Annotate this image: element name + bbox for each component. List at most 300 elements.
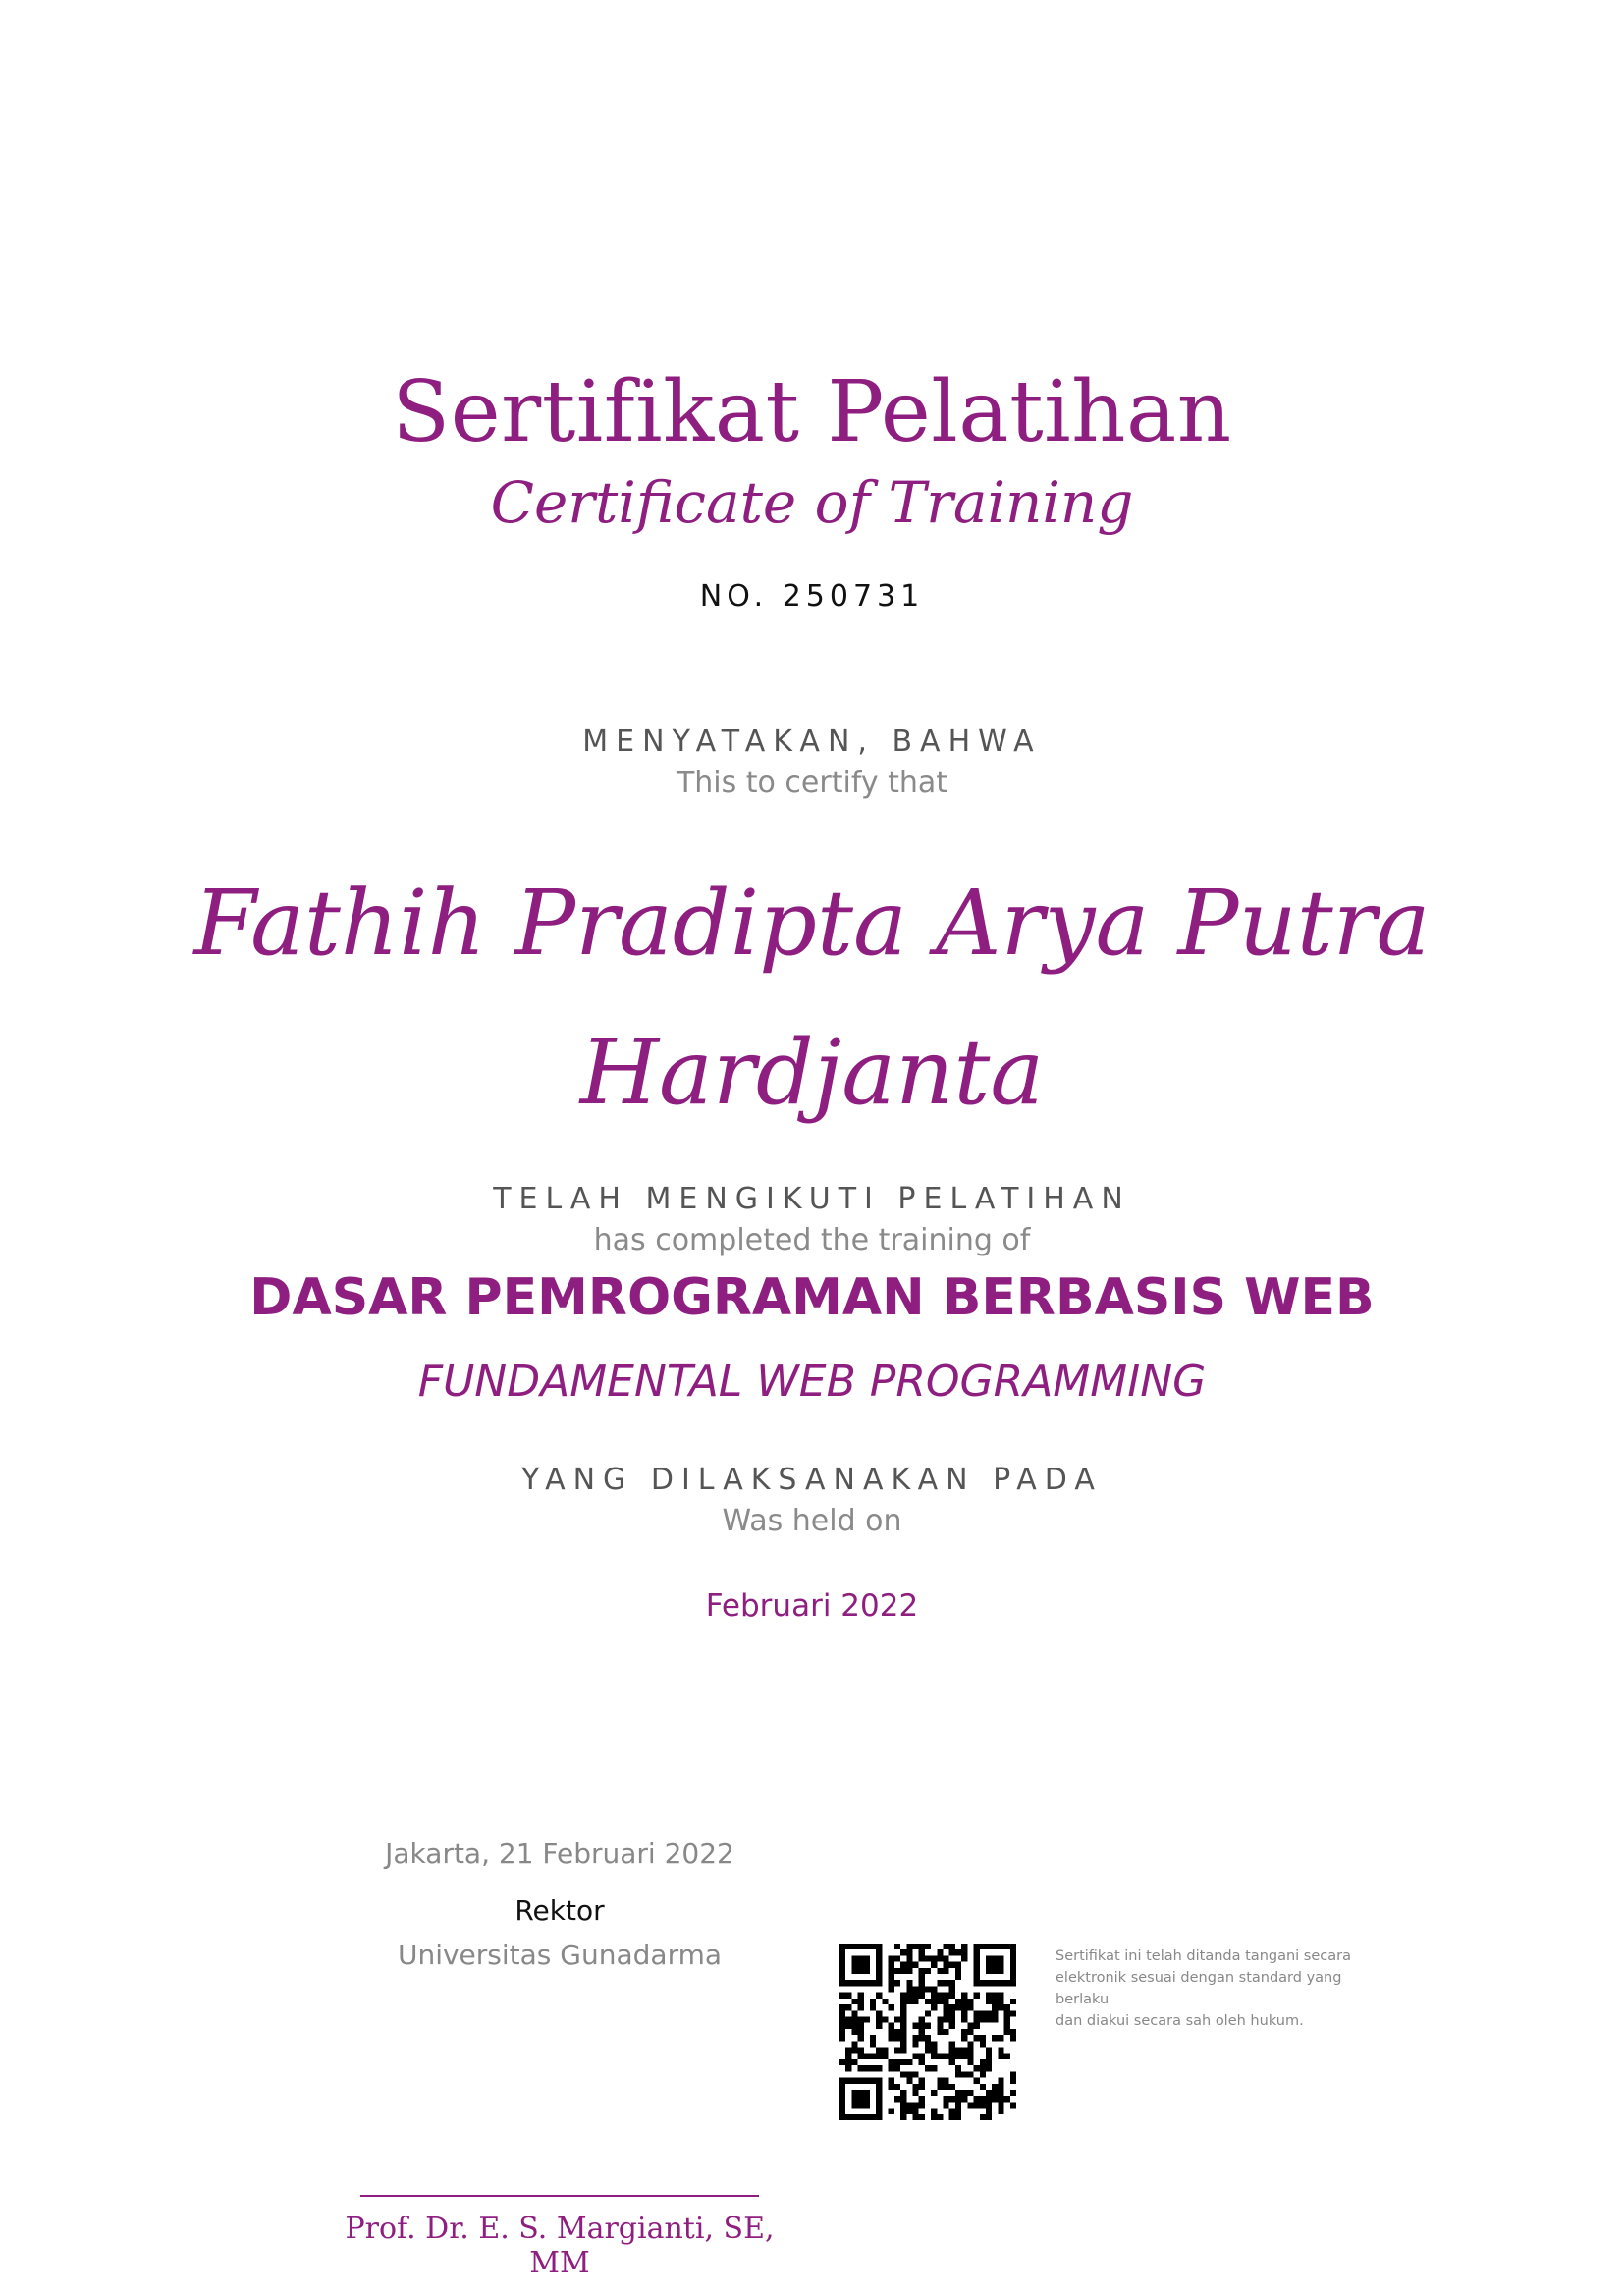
qr-module — [900, 1968, 906, 1974]
qr-module — [894, 2065, 900, 2071]
qr-module — [949, 2041, 955, 2047]
qr-module — [906, 1955, 912, 1961]
qr-module — [980, 2084, 986, 2090]
qr-module — [992, 1993, 998, 1999]
qr-module — [845, 2065, 851, 2071]
qr-module — [839, 2059, 845, 2065]
qr-module — [955, 2004, 961, 2010]
qr-module — [931, 1993, 937, 1999]
qr-module — [900, 2048, 906, 2054]
qr-module — [944, 2029, 949, 2035]
qr-module — [1010, 1944, 1016, 1949]
qr-module — [949, 2109, 955, 2114]
qr-module — [974, 1955, 980, 1961]
qr-module — [870, 1999, 876, 2004]
qr-module — [998, 1962, 1003, 1968]
qr-module — [980, 2041, 986, 2047]
qr-module — [845, 2016, 851, 2022]
qr-module — [931, 2109, 937, 2114]
qr-module — [955, 2054, 961, 2059]
qr-module — [949, 2084, 955, 2090]
qr-module — [870, 2041, 876, 2047]
qr-module — [1010, 1974, 1016, 1980]
qr-module — [967, 2054, 973, 2059]
qr-module — [858, 2096, 864, 2102]
qr-module — [894, 1955, 900, 1961]
qr-module — [864, 1980, 870, 1986]
qr-module — [851, 2048, 857, 2054]
qr-module — [1004, 2096, 1010, 2102]
qr-module — [967, 2048, 973, 2054]
qr-module — [1004, 2004, 1010, 2010]
qr-module — [967, 2023, 973, 2029]
qr-module — [912, 2071, 918, 2077]
qr-module — [876, 1944, 882, 1949]
qr-module — [974, 1944, 980, 1949]
qr-module — [839, 1980, 845, 1986]
qr-module — [992, 2004, 998, 2010]
qr-module — [937, 1949, 943, 1955]
qr-module — [986, 2054, 992, 2059]
qr-module — [906, 1980, 912, 1986]
qr-module — [1004, 2016, 1010, 2022]
qr-module — [900, 2071, 906, 2077]
qr-module — [894, 1968, 900, 1974]
qr-module — [889, 2023, 894, 2029]
qr-module — [998, 1999, 1003, 2004]
qr-module — [912, 2041, 918, 2047]
qr-module — [955, 2048, 961, 2054]
qr-module — [858, 2004, 864, 2010]
qr-module — [1004, 2023, 1010, 2029]
certificate-title: Sertifikat Pelatihan — [392, 363, 1232, 461]
qr-module — [992, 1968, 998, 1974]
qr-module — [998, 2102, 1003, 2108]
qr-module — [961, 2035, 967, 2041]
qr-module — [937, 1968, 943, 1974]
qr-module — [961, 1944, 967, 1949]
qr-module — [1010, 2035, 1016, 2041]
qr-module — [876, 2102, 882, 2108]
qr-module — [839, 2029, 845, 2035]
qr-module — [937, 1993, 943, 1999]
qr-module — [906, 2102, 912, 2108]
qr-module — [876, 2090, 882, 2096]
qr-module — [980, 1944, 986, 1949]
qr-module — [967, 2004, 973, 2010]
verification-note-line: berlaku — [1056, 1992, 1110, 2007]
qr-module — [870, 2078, 876, 2084]
qr-module — [851, 2029, 857, 2035]
qr-module — [986, 2048, 992, 2054]
qr-module — [870, 1944, 876, 1949]
completed-label-en: has completed the training of — [593, 1223, 1031, 1257]
qr-module — [955, 1999, 961, 2004]
qr-module — [876, 2010, 882, 2016]
qr-module — [900, 1999, 906, 2004]
qr-module — [912, 2102, 918, 2108]
qr-module — [998, 2078, 1003, 2084]
qr-module — [864, 1955, 870, 1961]
qr-module — [912, 1944, 918, 1949]
qr-module — [851, 2010, 857, 2016]
qr-module — [967, 2071, 973, 2077]
qr-module — [906, 1993, 912, 1999]
qr-module — [870, 2054, 876, 2059]
signer-role: Rektor — [514, 1895, 605, 1927]
qr-module — [931, 1999, 937, 2004]
qr-module — [889, 2084, 894, 2090]
qr-module — [839, 2035, 845, 2041]
qr-module — [858, 2029, 864, 2035]
qr-module — [937, 2078, 943, 2084]
qr-module — [919, 1949, 925, 1955]
qr-module — [925, 2010, 931, 2016]
qr-module — [876, 1955, 882, 1961]
qr-module — [851, 1968, 857, 1974]
qr-module — [980, 2102, 986, 2108]
qr-module — [1010, 1980, 1016, 1986]
qr-module — [949, 2048, 955, 2054]
qr-module — [974, 1974, 980, 1980]
qr-module — [992, 2096, 998, 2102]
qr-module — [851, 2090, 857, 2096]
qr-module — [858, 2114, 864, 2120]
qr-module — [974, 1980, 980, 1986]
qr-module — [967, 2090, 973, 2096]
qr-module — [889, 1986, 894, 1992]
qr-module — [961, 1949, 967, 1955]
qr-module — [906, 1949, 912, 1955]
qr-module — [949, 1980, 955, 1986]
qr-module — [955, 2090, 961, 2096]
qr-module — [980, 2114, 986, 2120]
qr-module — [949, 2054, 955, 2059]
qr-module — [1010, 1962, 1016, 1968]
qr-module — [870, 2004, 876, 2010]
qr-module — [858, 2048, 864, 2054]
qr-module — [839, 2023, 845, 2029]
qr-module — [986, 1962, 992, 1968]
qr-module — [864, 2054, 870, 2059]
qr-module — [845, 2054, 851, 2059]
qr-module — [858, 2090, 864, 2096]
qr-module — [900, 2041, 906, 2047]
qr-module — [925, 2041, 931, 2047]
training-title: DASAR PEMROGRAMAN BERBASIS WEB — [249, 1268, 1375, 1327]
qr-module — [858, 1993, 864, 1999]
qr-module — [919, 1974, 925, 1980]
qr-module — [870, 2065, 876, 2071]
signature-line — [360, 2195, 759, 2197]
qr-module — [986, 2059, 992, 2065]
qr-module — [992, 2090, 998, 2096]
qr-module — [937, 2054, 943, 2059]
qr-module — [906, 1986, 912, 1992]
qr-module — [858, 1944, 864, 1949]
qr-module — [1004, 1980, 1010, 1986]
qr-module — [961, 1993, 967, 1999]
qr-module — [876, 1962, 882, 1968]
qr-module — [980, 2035, 986, 2041]
qr-module — [1004, 1944, 1010, 1949]
qr-module — [961, 2096, 967, 2102]
verification-note-line: Sertifikat ini telah ditanda tangani secara — [1056, 1949, 1351, 1964]
qr-module — [931, 2041, 937, 2047]
qr-module — [876, 2109, 882, 2114]
qr-module — [986, 1968, 992, 1974]
qr-module — [912, 2023, 918, 2029]
qr-module — [986, 2010, 992, 2016]
qr-module — [864, 2065, 870, 2071]
qr-module — [998, 1968, 1003, 1974]
qr-module — [944, 1944, 949, 1949]
qr-module — [912, 2109, 918, 2114]
qr-module — [955, 2114, 961, 2120]
held-date: Februari 2022 — [705, 1588, 919, 1624]
qr-module — [919, 2096, 925, 2102]
qr-module — [931, 2048, 937, 2054]
qr-module — [889, 2065, 894, 2071]
qr-module — [980, 2096, 986, 2102]
qr-module — [876, 2023, 882, 2029]
qr-module — [851, 1955, 857, 1961]
qr-module — [912, 1999, 918, 2004]
qr-module — [944, 1962, 949, 1968]
qr-module — [992, 2035, 998, 2041]
qr-module — [986, 2109, 992, 2114]
qr-module — [949, 1944, 955, 1949]
qr-module — [900, 2059, 906, 2065]
qr-module — [974, 2078, 980, 2084]
qr-module — [992, 2010, 998, 2016]
certificate-number: NO. 250731 — [699, 579, 925, 614]
qr-module — [912, 1962, 918, 1968]
qr-module — [974, 2065, 980, 2071]
qr-module — [889, 2109, 894, 2114]
recipient-name: Fathih Pradipta Arya Putra Hardjanta — [193, 871, 1431, 1125]
qr-module — [919, 2078, 925, 2084]
qr-module — [961, 2090, 967, 2096]
qr-module — [900, 1949, 906, 1955]
qr-module — [944, 1993, 949, 1999]
qr-module — [912, 2114, 918, 2120]
qr-module — [845, 1993, 851, 1999]
qr-module — [858, 1955, 864, 1961]
qr-module — [889, 1980, 894, 1986]
qr-module — [937, 2114, 943, 2120]
qr-module — [980, 1980, 986, 1986]
qr-module — [998, 2048, 1003, 2054]
qr-module — [839, 2114, 845, 2120]
qr-module — [839, 1949, 845, 1955]
qr-module — [894, 2084, 900, 2090]
qr-module — [864, 1962, 870, 1968]
qr-module — [845, 1980, 851, 1986]
qr-module — [919, 2016, 925, 2022]
qr-module — [925, 2048, 931, 2054]
qr-module — [937, 1955, 943, 1961]
qr-module — [949, 1949, 955, 1955]
qr-module — [839, 2109, 845, 2114]
qr-module — [992, 1999, 998, 2004]
qr-module — [912, 2054, 918, 2059]
statement-label: MENYATAKAN, BAHWA — [582, 724, 1042, 759]
qr-module — [839, 1962, 845, 1968]
qr-module — [889, 1955, 894, 1961]
qr-module — [944, 2010, 949, 2016]
qr-module — [900, 2096, 906, 2102]
qr-module — [998, 2096, 1003, 2102]
qr-module — [900, 2004, 906, 2010]
qr-module — [919, 2035, 925, 2041]
qr-module — [961, 2029, 967, 2035]
qr-module — [870, 1980, 876, 1986]
qr-module — [949, 2096, 955, 2102]
qr-module — [925, 1999, 931, 2004]
qr-module — [961, 2016, 967, 2022]
qr-module — [925, 2065, 931, 2071]
qr-module — [961, 2054, 967, 2059]
qr-module — [955, 2109, 961, 2114]
qr-module — [839, 2096, 845, 2102]
qr-module — [851, 2023, 857, 2029]
qr-module — [912, 1986, 918, 1992]
qr-module — [944, 2004, 949, 2010]
qr-module — [937, 2084, 943, 2090]
qr-module — [1010, 1999, 1016, 2004]
qr-module — [986, 1944, 992, 1949]
qr-module — [864, 2096, 870, 2102]
qr-module — [906, 1999, 912, 2004]
qr-module — [839, 2102, 845, 2108]
qr-module — [1010, 2071, 1016, 2077]
qr-module — [986, 1999, 992, 2004]
qr-module — [858, 2023, 864, 2029]
qr-module — [955, 2071, 961, 2077]
qr-module — [925, 1986, 931, 1992]
qr-module — [974, 2023, 980, 2029]
qr-module — [882, 2016, 888, 2022]
qr-module — [986, 1993, 992, 1999]
qr-module — [851, 1980, 857, 1986]
qr-module — [876, 2114, 882, 2120]
qr-module — [839, 1968, 845, 1974]
qr-module — [894, 2016, 900, 2022]
signer-name: Prof. Dr. E. S. Margianti, SE, MM — [345, 2212, 775, 2280]
qr-module — [1010, 1968, 1016, 1974]
qr-module — [937, 1999, 943, 2004]
qr-module — [955, 1962, 961, 1968]
qr-module — [998, 2035, 1003, 2041]
qr-module — [839, 2090, 845, 2096]
qr-module — [864, 2016, 870, 2022]
qr-module — [876, 1968, 882, 1974]
qr-module — [1010, 2102, 1016, 2108]
qr-module — [998, 2054, 1003, 2059]
qr-module — [955, 2065, 961, 2071]
qr-module — [974, 1993, 980, 1999]
qr-module — [851, 2102, 857, 2108]
qr-module — [974, 2010, 980, 2016]
qr-module — [925, 1955, 931, 1961]
qr-module — [894, 2059, 900, 2065]
qr-module — [998, 2004, 1003, 2010]
qr-module — [955, 2096, 961, 2102]
qr-module — [925, 1968, 931, 1974]
qr-module — [974, 1949, 980, 1955]
qr-module — [851, 1962, 857, 1968]
qr-module — [839, 1974, 845, 1980]
qr-module — [961, 2004, 967, 2010]
qr-module — [894, 1980, 900, 1986]
qr-module — [906, 2109, 912, 2114]
qr-module — [894, 2035, 900, 2041]
qr-module — [889, 1968, 894, 1974]
qr-module — [858, 1968, 864, 1974]
qr-module — [912, 2090, 918, 2096]
qr-module — [931, 2065, 937, 2071]
qr-module — [974, 1962, 980, 1968]
qr-module — [851, 2059, 857, 2065]
qr-module — [900, 2109, 906, 2114]
signer-organization: Universitas Gunadarma — [397, 1939, 723, 1971]
qr-module — [967, 2059, 973, 2065]
qr-module — [864, 2078, 870, 2084]
qr-module — [894, 2029, 900, 2035]
qr-module — [851, 1944, 857, 1949]
qr-module — [974, 1968, 980, 1974]
qr-module — [931, 1962, 937, 1968]
qr-module — [900, 1962, 906, 1968]
qr-module — [839, 2010, 845, 2016]
qr-module — [906, 2071, 912, 2077]
qr-module — [998, 2084, 1003, 2090]
qr-module — [900, 2016, 906, 2022]
qr-module — [980, 2059, 986, 2065]
qr-module — [858, 1999, 864, 2004]
qr-module — [889, 2059, 894, 2065]
qr-module — [974, 2102, 980, 2108]
qr-module — [986, 2114, 992, 2120]
qr-module — [900, 2090, 906, 2096]
qr-module — [906, 1944, 912, 1949]
qr-module — [845, 1944, 851, 1949]
qr-module — [974, 2016, 980, 2022]
qr-module — [1010, 2010, 1016, 2016]
qr-module — [900, 2102, 906, 2108]
qr-module — [944, 1999, 949, 2004]
qr-module — [967, 1999, 973, 2004]
qr-module — [931, 2054, 937, 2059]
qr-module — [980, 2071, 986, 2077]
qr-module — [876, 2096, 882, 2102]
qr-module — [851, 2041, 857, 2047]
qr-module — [998, 2090, 1003, 2096]
qr-module — [889, 2029, 894, 2035]
qr-module — [912, 2035, 918, 2041]
qr-module — [900, 1993, 906, 1999]
qr-module — [931, 1955, 937, 1961]
qr-module — [1010, 2090, 1016, 2096]
qr-module — [931, 1986, 937, 1992]
qr-module — [992, 1980, 998, 1986]
qr-module — [1004, 2054, 1010, 2059]
qr-module — [839, 1955, 845, 1961]
qr-module — [912, 1993, 918, 1999]
qr-module — [944, 2096, 949, 2102]
completed-label: TELAH MENGIKUTI PELATIHAN — [493, 1182, 1131, 1216]
